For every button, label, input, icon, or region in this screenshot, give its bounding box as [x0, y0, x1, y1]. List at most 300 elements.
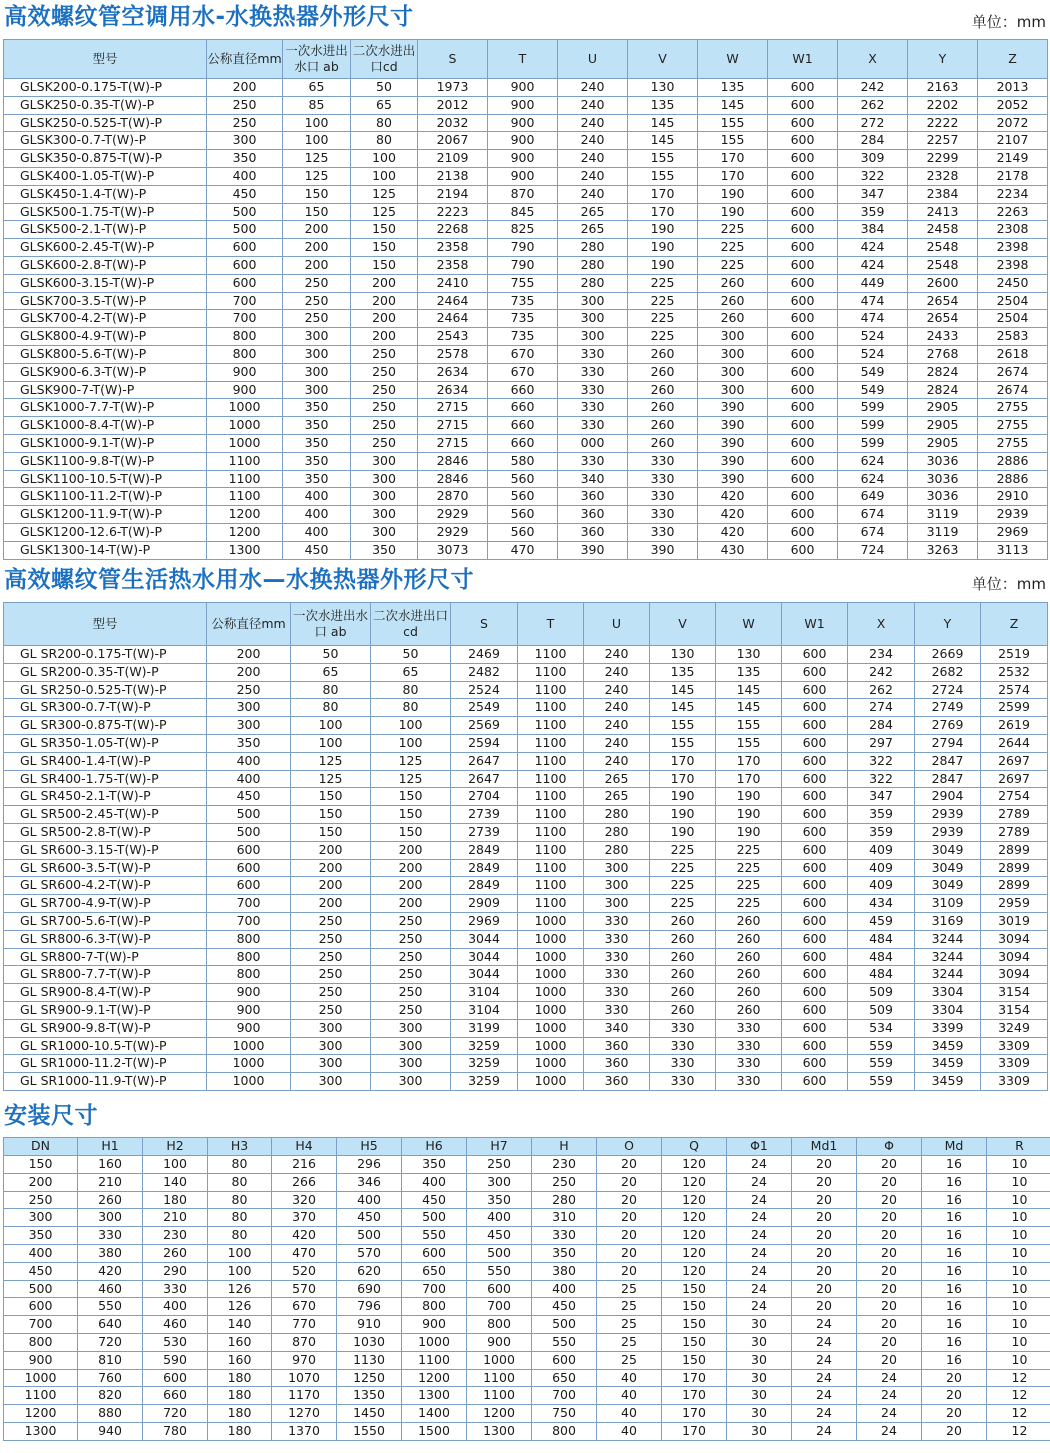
table-cell: 300	[78, 1209, 143, 1227]
table-cell: 450	[4, 1262, 78, 1280]
table-cell: 30	[727, 1369, 792, 1387]
table-row	[4, 1173, 1050, 1191]
table-cell: 120	[662, 1244, 727, 1262]
table-cell: 599	[838, 434, 908, 452]
table-cell: 600	[768, 399, 838, 417]
table-cell: 300	[291, 1037, 371, 1055]
model-cell: GL SR800-7.7-T(W)-P	[4, 966, 207, 984]
table-cell: 200	[371, 841, 451, 859]
table-cell: 700	[207, 895, 291, 913]
table-cell: 560	[488, 523, 558, 541]
table-cell: 20	[792, 1244, 857, 1262]
table-cell: 1000	[207, 399, 283, 417]
table-cell: 780	[143, 1422, 208, 1440]
column-header: 一次水进出水口 ab	[291, 603, 371, 646]
table-row	[4, 167, 1048, 185]
column-header: H5	[337, 1138, 402, 1156]
table-row	[4, 488, 1048, 506]
table-cell: 509	[848, 1001, 915, 1019]
table-cell: 260	[628, 363, 698, 381]
table-cell: 20	[857, 1333, 922, 1351]
table-cell: 660	[488, 417, 558, 435]
table-cell: 2697	[981, 770, 1048, 788]
table-cell: 735	[488, 328, 558, 346]
table-cell: 409	[848, 877, 915, 895]
table-cell: 350	[207, 150, 283, 168]
model-cell: GL SR900-8.4-T(W)-P	[4, 984, 207, 1002]
table-cell: 600	[768, 256, 838, 274]
table-cell: 350	[532, 1244, 597, 1262]
table-cell: 2398	[978, 256, 1048, 274]
column-header: W1	[782, 603, 848, 646]
table-cell: 300	[283, 381, 351, 399]
table-cell: 20	[792, 1227, 857, 1245]
table-cell: 200	[371, 895, 451, 913]
table-cell: 700	[207, 912, 291, 930]
table-cell: 2519	[981, 646, 1048, 664]
table-cell: 600	[532, 1351, 597, 1369]
table-cell: 16	[922, 1316, 987, 1334]
table-cell: 145	[628, 114, 698, 132]
table-cell: 1300	[207, 541, 283, 559]
table-cell: 200	[291, 841, 371, 859]
table-cell: 265	[558, 203, 628, 221]
column-header: 公称直径mm	[207, 603, 291, 646]
table-cell: 240	[584, 646, 650, 664]
table-cell: 670	[488, 363, 558, 381]
table-cell: 600	[768, 203, 838, 221]
table-cell: 125	[291, 770, 371, 788]
table-cell: 2548	[908, 256, 978, 274]
table-cell: 2739	[451, 823, 518, 841]
table-cell: 700	[467, 1298, 532, 1316]
table-cell: 1100	[518, 895, 584, 913]
table-cell: 330	[650, 1019, 716, 1037]
model-cell: GLSK400-1.05-T(W)-P	[4, 167, 207, 185]
column-header: Md	[922, 1138, 987, 1156]
table-cell: 24	[792, 1351, 857, 1369]
table-row	[4, 150, 1048, 168]
table-row	[4, 1209, 1050, 1227]
table-cell: 2504	[978, 310, 1048, 328]
table-cell: 330	[558, 399, 628, 417]
table-cell: 559	[848, 1037, 915, 1055]
table-cell: 145	[628, 132, 698, 150]
model-cell: GLSK800-4.9-T(W)-P	[4, 328, 207, 346]
table-cell: 600	[782, 1073, 848, 1091]
table-cell: 2849	[451, 859, 518, 877]
table-cell: 1370	[272, 1422, 337, 1440]
table-cell: 155	[716, 717, 782, 735]
table-cell: 600	[782, 770, 848, 788]
table-cell: 910	[337, 1316, 402, 1334]
table-row	[4, 1298, 1050, 1316]
table-cell: 3304	[915, 1001, 981, 1019]
table-cell: 250	[371, 948, 451, 966]
table-cell: 660	[488, 381, 558, 399]
table-cell: 2109	[418, 150, 488, 168]
table-cell: 300	[283, 328, 351, 346]
table-cell: 450	[283, 541, 351, 559]
table-cell: 600	[768, 523, 838, 541]
table-cell: 300	[467, 1173, 532, 1191]
model-cell: GLSK600-2.8-T(W)-P	[4, 256, 207, 274]
table-cell: 200	[351, 328, 418, 346]
table-cell: 300	[558, 310, 628, 328]
table-cell: 1000	[518, 1019, 584, 1037]
table-cell: 2969	[451, 912, 518, 930]
table-cell: 1100	[518, 717, 584, 735]
table-cell: 3259	[451, 1037, 518, 1055]
table-cell: 470	[488, 541, 558, 559]
table-cell: 230	[532, 1156, 597, 1174]
table-row	[4, 1369, 1050, 1387]
table-cell: 350	[4, 1227, 78, 1245]
table-cell: 330	[584, 966, 650, 984]
table-cell: 2789	[981, 823, 1048, 841]
table-cell: 150	[662, 1280, 727, 1298]
table-cell: 330	[558, 363, 628, 381]
table-cell: 130	[628, 79, 698, 97]
table-cell: 150	[662, 1333, 727, 1351]
table-cell: 30	[727, 1387, 792, 1405]
model-cell: GL SR700-4.9-T(W)-P	[4, 895, 207, 913]
table-cell: 322	[848, 770, 915, 788]
table-cell: 624	[838, 470, 908, 488]
table-cell: 20	[857, 1262, 922, 1280]
table-cell: 240	[558, 114, 628, 132]
table-cell: 80	[351, 132, 418, 150]
table-cell: 155	[698, 132, 768, 150]
table-cell: 870	[488, 185, 558, 203]
model-cell: GL SR200-0.175-T(W)-P	[4, 646, 207, 664]
table-cell: 24	[727, 1156, 792, 1174]
table-cell: 420	[78, 1262, 143, 1280]
table-cell: 1200	[402, 1369, 467, 1387]
table-row	[4, 274, 1048, 292]
section1-title: 高效螺纹管空调用水-水换热器外形尺寸	[4, 4, 414, 30]
table-row	[4, 806, 1048, 824]
model-cell: GLSK1000-9.1-T(W)-P	[4, 434, 207, 452]
table-cell: 260	[628, 399, 698, 417]
table-cell: 600	[143, 1369, 208, 1387]
table-cell: 300	[371, 1055, 451, 1073]
table-cell: 2754	[981, 788, 1048, 806]
table-cell: 1000	[207, 417, 283, 435]
table-cell: 400	[532, 1280, 597, 1298]
table-cell: 2715	[418, 434, 488, 452]
table-cell: 260	[628, 381, 698, 399]
table-cell: 2755	[978, 434, 1048, 452]
table-cell: 300	[351, 523, 418, 541]
table-cell: 150	[351, 239, 418, 257]
column-header: H4	[272, 1138, 337, 1156]
table-cell: 2413	[908, 203, 978, 221]
table-cell: 300	[351, 452, 418, 470]
table-cell: 16	[922, 1333, 987, 1351]
table-cell: 2969	[978, 523, 1048, 541]
table-cell: 2644	[981, 734, 1048, 752]
table-cell: 20	[792, 1191, 857, 1209]
table-row	[4, 328, 1048, 346]
table-cell: 2358	[418, 239, 488, 257]
table-cell: 600	[782, 841, 848, 859]
table-cell: 390	[698, 417, 768, 435]
table-cell: 1000	[402, 1333, 467, 1351]
table-cell: 484	[848, 966, 915, 984]
table-cell: 65	[371, 663, 451, 681]
table-cell: 600	[768, 381, 838, 399]
model-cell: GL SR1000-10.5-T(W)-P	[4, 1037, 207, 1055]
table-cell: 900	[488, 79, 558, 97]
table-cell: 390	[698, 470, 768, 488]
table-cell: 1200	[467, 1405, 532, 1423]
table-cell: 260	[716, 984, 782, 1002]
table-cell: 65	[291, 663, 371, 681]
table-cell: 16	[922, 1191, 987, 1209]
table-cell: 225	[698, 239, 768, 257]
table-cell: 150	[371, 823, 451, 841]
table-cell: 300	[371, 1019, 451, 1037]
table-cell: 350	[351, 541, 418, 559]
table-cell: 150	[662, 1316, 727, 1334]
table-cell: 284	[848, 717, 915, 735]
table-cell: 560	[488, 470, 558, 488]
table-cell: 400	[337, 1191, 402, 1209]
table-cell: 1200	[207, 523, 283, 541]
table-cell: 150	[371, 806, 451, 824]
table-cell: 225	[716, 859, 782, 877]
column-header: H3	[208, 1138, 272, 1156]
table-cell: 25	[597, 1316, 662, 1334]
table-cell: 24	[727, 1262, 792, 1280]
table-cell: 296	[337, 1156, 402, 1174]
table-cell: 1000	[518, 1037, 584, 1055]
table-cell: 16	[922, 1298, 987, 1316]
table-cell: 260	[650, 930, 716, 948]
table-cell: 1000	[518, 912, 584, 930]
table-cell: 2905	[908, 417, 978, 435]
table-cell: 2909	[451, 895, 518, 913]
table-cell: 20	[857, 1227, 922, 1245]
table-cell: 260	[698, 274, 768, 292]
table-cell: 845	[488, 203, 558, 221]
table-cell: 350	[283, 399, 351, 417]
table-cell: 100	[291, 717, 371, 735]
table-cell: 424	[838, 239, 908, 257]
table-cell: 300	[351, 506, 418, 524]
table-cell: 120	[662, 1173, 727, 1191]
table-cell: 2450	[978, 274, 1048, 292]
table-cell: 330	[628, 506, 698, 524]
table-cell: 2578	[418, 345, 488, 363]
table-cell: 240	[584, 734, 650, 752]
table-cell: 600	[768, 506, 838, 524]
table-cell: 660	[488, 399, 558, 417]
table-cell: 130	[650, 646, 716, 664]
table-row	[4, 717, 1048, 735]
table-cell: 359	[848, 823, 915, 841]
table-cell: 970	[272, 1351, 337, 1369]
table-cell: 624	[838, 452, 908, 470]
table-cell: 3019	[981, 912, 1048, 930]
table-cell: 560	[488, 506, 558, 524]
model-cell: GLSK1000-7.7-T(W)-P	[4, 399, 207, 417]
table-cell: 120	[662, 1227, 727, 1245]
model-cell: GL SR400-1.75-T(W)-P	[4, 770, 207, 788]
table-cell: 600	[782, 646, 848, 664]
table-cell: 250	[207, 681, 291, 699]
table-cell: 65	[283, 79, 351, 97]
table-cell: 16	[922, 1262, 987, 1280]
table-cell: 280	[584, 841, 650, 859]
table-cell: 20	[857, 1298, 922, 1316]
table-cell: 125	[371, 770, 451, 788]
table-cell: 900	[488, 167, 558, 185]
table-cell: 1100	[518, 806, 584, 824]
table-cell: 3459	[915, 1037, 981, 1055]
table-cell: 24	[857, 1422, 922, 1440]
table-row	[4, 417, 1048, 435]
table-cell: 524	[838, 345, 908, 363]
table-cell: 724	[838, 541, 908, 559]
table-cell: 330	[558, 417, 628, 435]
table-cell: 200	[283, 221, 351, 239]
column-header: Y	[908, 40, 978, 79]
table-cell: 12	[987, 1369, 1050, 1387]
table-cell: 1100	[518, 663, 584, 681]
table-cell: 250	[371, 912, 451, 930]
model-cell: GL SR500-2.45-T(W)-P	[4, 806, 207, 824]
table-cell: 10	[987, 1298, 1050, 1316]
table-cell: 3249	[981, 1019, 1048, 1037]
table-cell: 559	[848, 1073, 915, 1091]
table-cell: 190	[716, 823, 782, 841]
table-cell: 600	[782, 930, 848, 948]
table-cell: 450	[402, 1191, 467, 1209]
table-cell: 330	[78, 1227, 143, 1245]
model-cell: GL SR300-0.875-T(W)-P	[4, 717, 207, 735]
table-cell: 190	[698, 185, 768, 203]
table-cell: 360	[584, 1037, 650, 1055]
table-cell: 520	[272, 1262, 337, 1280]
table-cell: 1500	[402, 1422, 467, 1440]
table-row	[4, 506, 1048, 524]
table-cell: 900	[402, 1316, 467, 1334]
table-cell: 500	[532, 1316, 597, 1334]
table-cell: 1200	[4, 1405, 78, 1423]
table-cell: 250	[532, 1173, 597, 1191]
table-cell: 330	[650, 1073, 716, 1091]
table-cell: 155	[650, 734, 716, 752]
table-cell: 600	[768, 150, 838, 168]
table-cell: 350	[402, 1156, 467, 1174]
table-cell: 170	[662, 1405, 727, 1423]
table-cell: 3109	[915, 895, 981, 913]
table-cell: 200	[207, 79, 283, 97]
table-cell: 2052	[978, 96, 1048, 114]
table-cell: 3244	[915, 948, 981, 966]
table-cell: 225	[628, 274, 698, 292]
model-cell: GLSK250-0.525-T(W)-P	[4, 114, 207, 132]
table-cell: 240	[584, 717, 650, 735]
table-cell: 135	[650, 663, 716, 681]
table-cell: 2543	[418, 328, 488, 346]
table-cell: 600	[402, 1244, 467, 1262]
table-cell: 40	[597, 1369, 662, 1387]
table-cell: 1000	[518, 930, 584, 948]
table-cell: 800	[207, 966, 291, 984]
table-cell: 450	[532, 1298, 597, 1316]
table-cell: 170	[628, 185, 698, 203]
table-cell: 150	[371, 788, 451, 806]
table-cell: 420	[272, 1227, 337, 1245]
table-cell: 260	[628, 417, 698, 435]
table-cell: 2939	[915, 823, 981, 841]
table-cell: 145	[716, 699, 782, 717]
table-cell: 474	[838, 310, 908, 328]
table-cell: 1070	[272, 1369, 337, 1387]
table-cell: 200	[4, 1173, 78, 1191]
table-cell: 280	[558, 256, 628, 274]
table-cell: 80	[208, 1191, 272, 1209]
table-cell: 400	[283, 488, 351, 506]
table-cell: 30	[727, 1316, 792, 1334]
table-cell: 12	[987, 1422, 1050, 1440]
table-cell: 20	[857, 1209, 922, 1227]
table-cell: 200	[283, 239, 351, 257]
table-cell: 790	[488, 239, 558, 257]
column-header: Md1	[792, 1138, 857, 1156]
table-cell: 2715	[418, 417, 488, 435]
table-cell: 300	[371, 1037, 451, 1055]
table-cell: 600	[4, 1298, 78, 1316]
table-header-row	[4, 40, 1048, 79]
table-cell: 1350	[337, 1387, 402, 1405]
model-cell: GL SR1000-11.2-T(W)-P	[4, 1055, 207, 1073]
table-cell: 700	[402, 1280, 467, 1298]
table-cell: 2847	[915, 770, 981, 788]
table-cell: 400	[143, 1298, 208, 1316]
table-row	[4, 239, 1048, 257]
table-cell: 350	[467, 1191, 532, 1209]
table-cell: 2532	[981, 663, 1048, 681]
table-cell: 3309	[981, 1055, 1048, 1073]
table-cell: 25	[597, 1298, 662, 1316]
table-cell: 20	[922, 1387, 987, 1405]
table-cell: 24	[792, 1369, 857, 1387]
table-cell: 3104	[451, 984, 518, 1002]
table-cell: 322	[848, 752, 915, 770]
table-cell: 599	[838, 399, 908, 417]
table-cell: 300	[291, 1019, 371, 1037]
table-cell: 700	[4, 1316, 78, 1334]
table-cell: 260	[716, 930, 782, 948]
table-cell: 900	[467, 1333, 532, 1351]
table-cell: 700	[532, 1387, 597, 1405]
table-cell: 3049	[915, 859, 981, 877]
table-cell: 600	[768, 96, 838, 114]
table-cell: 24	[857, 1369, 922, 1387]
table-cell: 600	[782, 823, 848, 841]
table-cell: 170	[662, 1387, 727, 1405]
table-cell: 1000	[467, 1351, 532, 1369]
table-cell: 600	[467, 1280, 532, 1298]
table-cell: 330	[716, 1037, 782, 1055]
table-cell: 190	[698, 203, 768, 221]
model-cell: GLSK700-4.2-T(W)-P	[4, 310, 207, 328]
table-cell: 150	[4, 1156, 78, 1174]
